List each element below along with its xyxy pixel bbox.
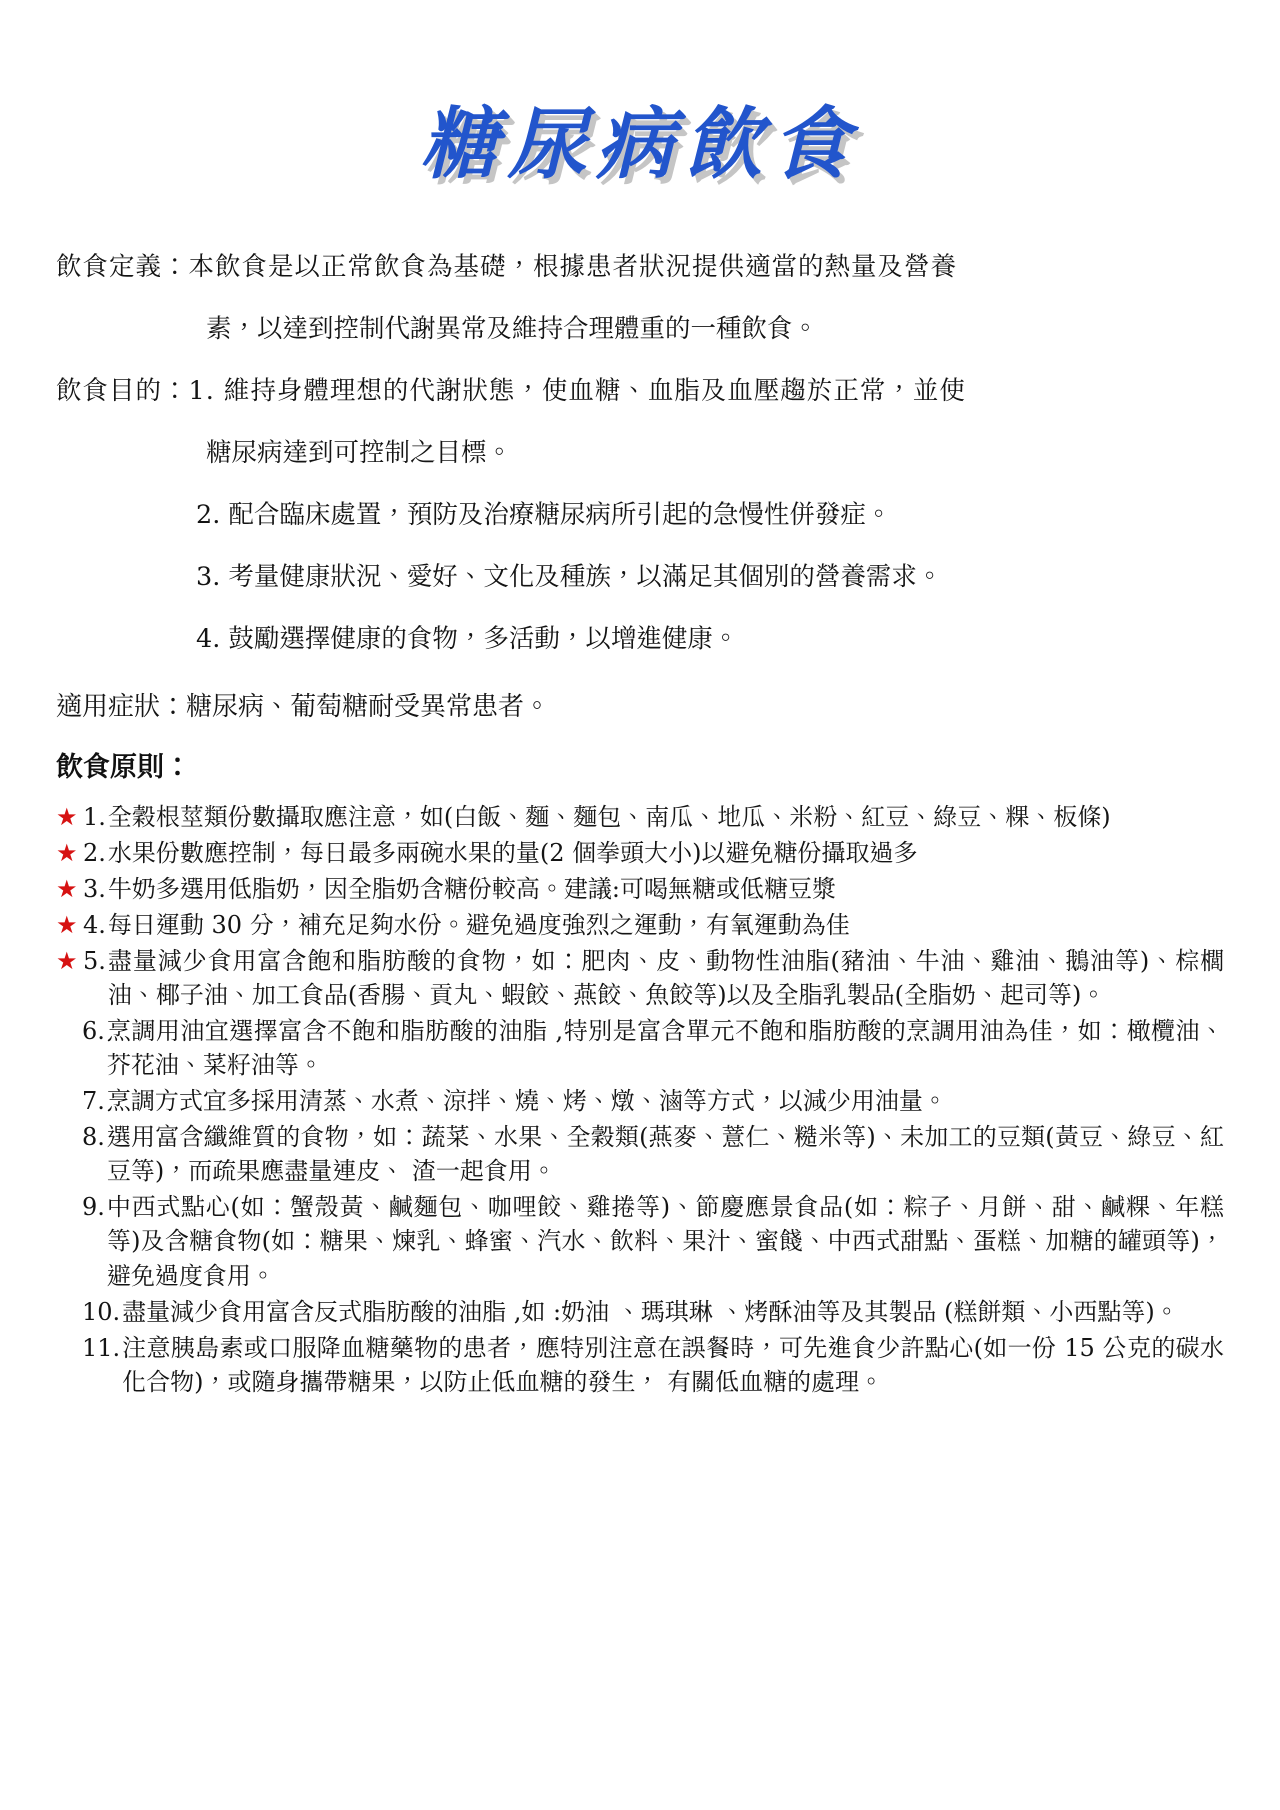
definition-line-1: 飲食定義：本飲食是以正常飲食為基礎，根據患者狀況提供適當的熱量及營養 (56, 252, 958, 283)
list-item (56, 1084, 1224, 1118)
star-icon: ★ (56, 802, 78, 831)
list-item-number: 1. (83, 802, 106, 831)
list-item (56, 800, 1224, 834)
list-item (56, 1295, 1224, 1329)
list-item-text: 牛奶多選用低脂奶，因全脂奶含糖份較高。建議:可喝無糖或低糖豆漿 (107, 874, 836, 903)
indications-line: 適用症狀：糖尿病、葡萄糖耐受異常患者。 (56, 691, 551, 722)
star-icon: ★ (56, 874, 78, 903)
principles-list (56, 800, 1224, 1399)
list-item-text: 烹調用油宜選擇富含不飽和脂肪酸的油脂 ,特別是富含單元不飽和脂肪酸的烹調用油為佳，如：橄欖油、芥花油、菜籽油等。 (106, 1016, 1224, 1080)
list-item (56, 836, 1224, 870)
list-item-text: 盡量減少食用富含反式脂肪酸的油脂 ,如 :奶油 、瑪琪琳 、烤酥油等及其製品 (糕餅類、小西點等)。 (122, 1297, 1179, 1326)
list-item-number: 3. (83, 874, 106, 903)
star-icon: ★ (56, 838, 78, 867)
purpose-item-1-cont: 糖尿病達到可控制之目標。 (206, 438, 513, 469)
list-item-number: 10. (82, 1297, 121, 1326)
page-title: 糖尿病飲食 (419, 99, 860, 191)
list-item (56, 1014, 1224, 1082)
section-diet-purpose (56, 376, 1224, 655)
principles-heading: 飲食原則： (56, 751, 191, 783)
list-item-number: 9. (82, 1193, 105, 1222)
list-item-number: 2. (83, 838, 106, 867)
section-diet-principles (56, 745, 1224, 1399)
list-item-text: 中西式點心(如：蟹殼黃、鹹麵包、咖哩餃、雞捲等)、節慶應景食品(如：粽子、月餅、甜、鹹粿、年糕等)及含糖食物(如：糖果、煉乳、蜂蜜、汽水、飲料、果汁、蜜餞、中西式甜點、蛋糕、加糖的罐頭等)，避免過度食用。 (106, 1193, 1224, 1290)
title-container (0, 0, 1280, 252)
list-item (56, 1190, 1224, 1292)
list-item (56, 1120, 1224, 1188)
purpose-item-3: 3. 考量健康狀況、愛好、文化及種族，以滿足其個別的營養需求。 (196, 561, 943, 592)
list-item (56, 872, 1224, 906)
list-item (56, 908, 1224, 942)
list-item-text: 烹調方式宜多採用清蒸、水煮、涼拌、燒、烤、燉、滷等方式，以減少用油量。 (106, 1087, 947, 1116)
list-item-text: 全穀根莖類份數攝取應注意，如(白飯、麵、麵包、南瓜、地瓜、米粉、紅豆、綠豆、粿、板條) (107, 802, 1111, 831)
list-item-text: 盡量減少食用富含飽和脂肪酸的食物，如：肥肉、皮、動物性油脂(豬油、牛油、雞油、鵝油等)、棕櫚油、椰子油、加工食品(香腸、貢丸、蝦餃、燕餃、魚餃等)以及全脂乳製品(全脂奶、起司等)。 (107, 946, 1224, 1009)
list-item-text: 注意胰島素或口服降血糖藥物的患者，應特別注意在誤餐時，可先進食少許點心(如一份 15 公克的碳水化合物)，或隨身攜帶糖果，以防止低血糖的發生， 有關低血糖的處理。 (122, 1333, 1224, 1396)
document-body (0, 252, 1280, 1398)
list-item (56, 944, 1224, 1012)
list-item-number: 5. (83, 946, 106, 975)
purpose-item-4: 4. 鼓勵選擇健康的食物，多活動，以增進健康。 (196, 623, 739, 654)
section-diet-definition (56, 252, 1224, 346)
purpose-item-2: 2. 配合臨床處置，預防及治療糖尿病所引起的急慢性併發症。 (196, 499, 892, 530)
purpose-line-1: 飲食目的：1. 維持身體理想的代謝狀態，使血糖、血脂及血壓趨於正常，並使 (56, 376, 966, 407)
list-item-number: 4. (83, 910, 106, 939)
star-icon: ★ (56, 946, 78, 975)
list-item-text: 選用富含纖維質的食物，如：蔬菜、水果、全穀類(燕麥、薏仁、糙米等)、未加工的豆類(黃豆、綠豆、紅豆等)，而疏果應盡量連皮、 渣一起食用。 (106, 1123, 1224, 1186)
list-item-number: 6. (82, 1016, 105, 1045)
star-icon: ★ (56, 910, 78, 939)
list-item-text: 每日運動 30 分，補充足夠水份。避免過度強烈之運動，有氧運動為佳 (107, 910, 850, 939)
section-indications (56, 686, 1224, 723)
list-item-number: 7. (82, 1087, 105, 1116)
definition-line-2: 素，以達到控制代謝異常及維持合理體重的一種飲食。 (206, 314, 819, 345)
list-item-number: 8. (82, 1123, 105, 1152)
list-item (56, 1331, 1224, 1399)
list-item-text: 水果份數應控制，每日最多兩碗水果的量(2 個拳頭大小)以避免糖份攝取過多 (107, 838, 918, 867)
list-item-number: 11. (82, 1333, 121, 1362)
